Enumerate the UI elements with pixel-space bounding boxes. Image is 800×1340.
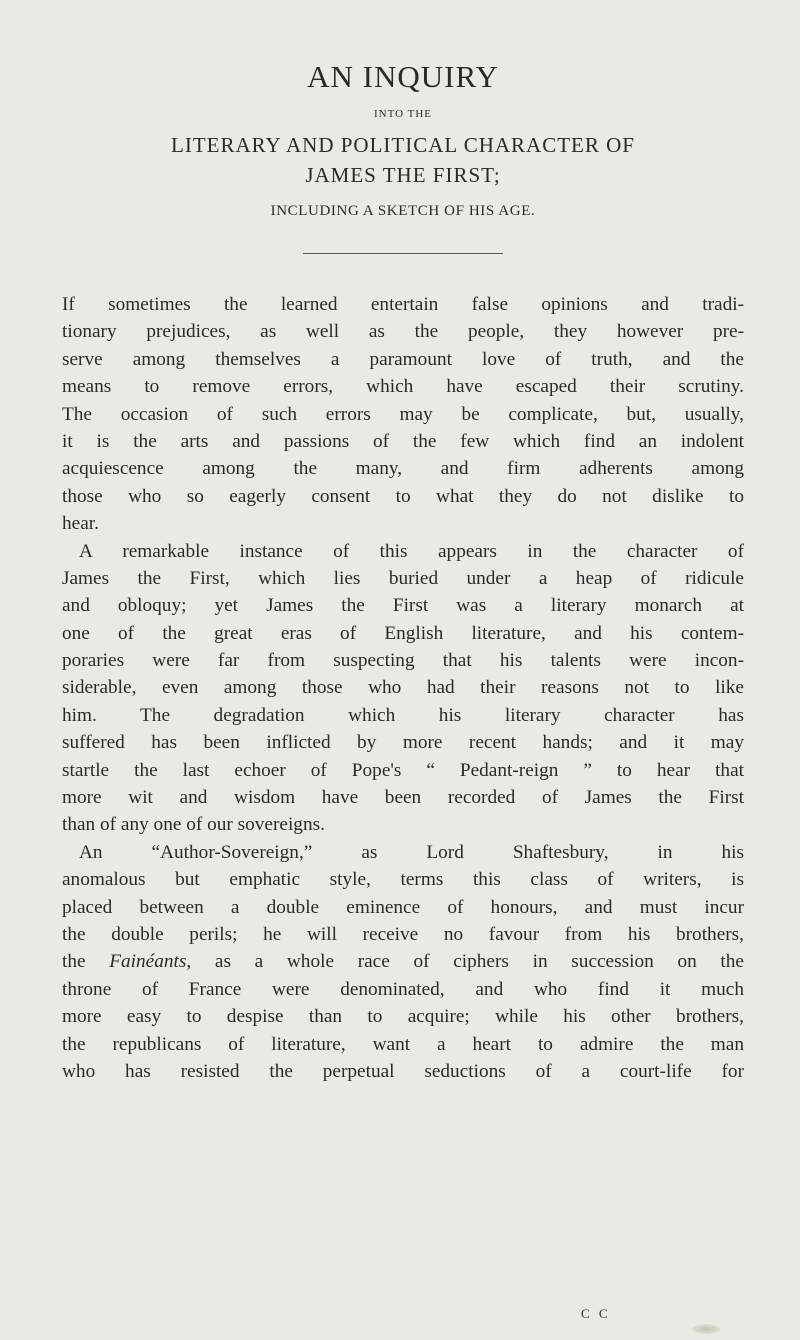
body-line: throne of France were denominated, and who find it much [62, 978, 744, 1000]
body-line: siderable, even among those who had their reasons not to like [62, 677, 744, 699]
body-line: poraries were far from suspecting that his talents were incon- [62, 650, 744, 672]
body-line: James the First, which lies buried under a heap of ridicule [62, 567, 744, 589]
italic-term: Fainéants [109, 951, 187, 973]
subtitle-line-2: JAMES THE FIRST; [305, 163, 501, 187]
printer-signature: C C [581, 1306, 611, 1321]
body-text [62, 291, 744, 1085]
title-connector: INTO THE [373, 108, 432, 120]
body-line: one of the great eras of English literature, and his contem- [62, 622, 744, 644]
body-line: anomalous but emphatic style, terms this class of writers, is [62, 869, 744, 891]
body-line: If sometimes the learned entertain false opinions and tradi- [62, 294, 744, 315]
body-line: An “Author-Sovereign,” as Lord Shaftesbury, in his [79, 841, 744, 863]
body-line: more easy to despise than to acquire; while his other brothers, [62, 1006, 744, 1028]
body-line: A remarkable instance of this appears in the character of [79, 540, 744, 562]
page-title: AN INQUIRY [307, 59, 499, 94]
body-line: the Fainéants, as a whole race of ciphers in succession on the [62, 951, 744, 973]
body-line: hear. [62, 513, 99, 535]
body-line: him. The degradation which his literary character has [62, 704, 744, 726]
subtitle [62, 130, 744, 190]
body-line: The occasion of such errors may be complicate, but, usually, [62, 403, 744, 425]
body-line: means to remove errors, which have escaped their scrutiny. [62, 376, 744, 398]
body-line: than of any one of our sovereigns. [62, 814, 325, 836]
body-line: startle the last echoer of Pope's “ Pedant-reign ” to hear that [62, 759, 744, 781]
body-line: more wit and wisdom have been recorded of James the First [62, 787, 744, 809]
body-line: it is the arts and passions of the few which find an indolent [62, 430, 744, 452]
body-line: those who so eagerly consent to what they do not dislike to [62, 485, 744, 507]
body-line: tionary prejudices, as well as the people, they however pre- [62, 321, 744, 343]
body-line: the republicans of literature, want a heart to admire the man [62, 1033, 744, 1055]
body-line: placed between a double eminence of honours, and must incur [62, 896, 744, 918]
title-divider [303, 253, 503, 254]
subheading: INCLUDING A SKETCH OF HIS AGE. [270, 203, 536, 219]
body-line: the double perils; he will receive no favour from his brothers, [62, 923, 744, 945]
body-line: and obloquy; yet James the First was a literary monarch at [62, 595, 744, 617]
paper-smudge [692, 1324, 720, 1334]
subtitle-line-1: LITERARY AND POLITICAL CHARACTER OF [171, 133, 635, 157]
body-line: suffered has been inflicted by more recent hands; and it may [62, 732, 744, 754]
body-line: who has resisted the perpetual seductions of a court-life for [62, 1060, 744, 1082]
body-line: serve among themselves a paramount love of truth, and the [62, 348, 744, 370]
body-line: acquiescence among the many, and firm adherents among [62, 458, 744, 480]
